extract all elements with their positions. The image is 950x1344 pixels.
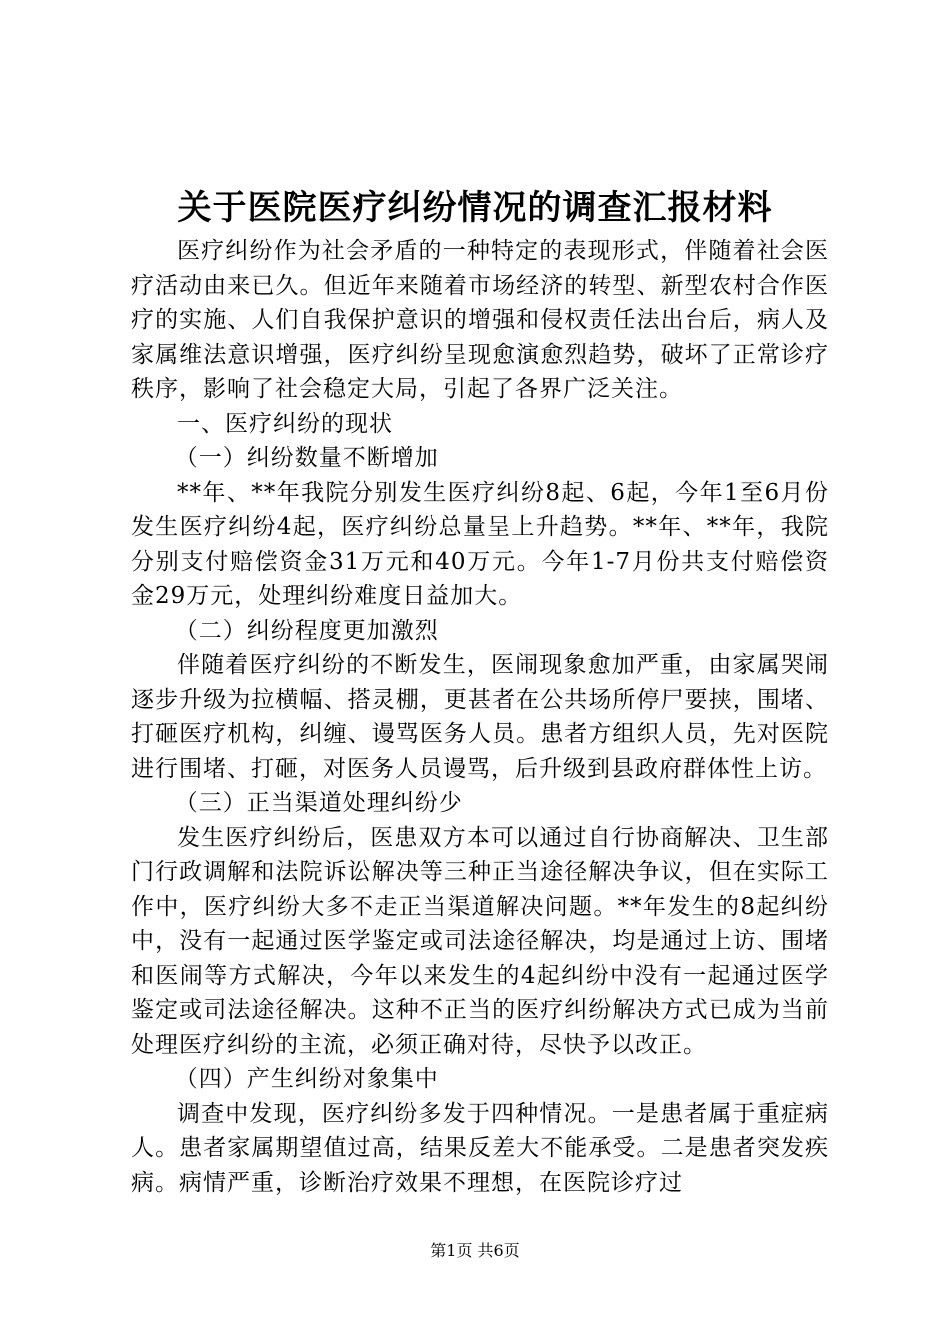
paragraph-dispute-targets: 调查中发现，医疗纠纷多发于四种情况。一是患者属于重症病人。患者家属期望值过高，结果反差大不能承受。二是患者突发疾病。病情严重，诊断治疗效果不理想，在医院诊疗过: [131, 1100, 829, 1196]
section-heading-current-status: 一、医疗纠纷的现状: [177, 410, 393, 437]
document-body: [131, 234, 829, 1200]
paragraph-proper-channels: 发生医疗纠纷后，医患双方本可以通过自行协商解决、卫生部门行政调解和法院诉讼解决等三种正当途径解决争议，但在实际工作中，医疗纠纷大多不走正当渠道解决问题。**年发生的8起纠纷中，没有一起通过医学鉴定或司法途径解决，均是通过上访、围堵和医闹等方式解决，今年以来发生的4起纠纷中没有一起通过医学鉴定或司法途径解决。这种不正当的医疗纠纷解决方式已成为当前处理医疗纠纷的主流，必须正确对待，尽快予以改正。: [131, 824, 829, 1058]
subsection-heading-1: （一）纠纷数量不断增加: [174, 445, 439, 471]
subsection-heading-4: （四）产生纠纷对象集中: [174, 1066, 439, 1092]
document-title: 关于医院医疗纠纷情况的调查汇报材料: [177, 188, 773, 228]
paragraph-intro: 医疗纠纷作为社会矛盾的一种特定的表现形式，伴随着社会医疗活动由来已久。但近年来随着市场经济的转型、新型农村合作医疗的实施、人们自我保护意识的增强和侵权责任法出台后，病人及家属维法意识增强，医疗纠纷呈现愈演愈烈趋势，破坏了正常诊疗秩序，影响了社会稳定大局，引起了各界广泛关注。: [131, 238, 829, 402]
subsection-heading-3: （三）正当渠道处理纠纷少: [174, 790, 463, 816]
subsection-heading-2: （二）纠纷程度更加激烈: [174, 617, 439, 644]
page-footer: 第1页 共6页: [430, 1241, 520, 1260]
paragraph-dispute-count: **年、**年我院分别发生医疗纠纷8起、6起，今年1至6月份发生医疗纠纷4起，医疗纠纷总量呈上升趋势。**年、**年，我院分别支付赔偿资金31万元和40万元。今年1-7月份共支付赔偿资金29万元，处理纠纷难度日益加大。: [131, 479, 829, 609]
paragraph-dispute-intensity: 伴随着医疗纠纷的不断发生，医闹现象愈加严重，由家属哭闹逐步升级为拉横幅、搭灵棚，更甚者在公共场所停尸要挟，围堵、打砸医疗机构，纠缠、谩骂医务人员。患者方组织人员，先对医院进行围堵、打砸，对医务人员谩骂，后升级到县政府群体性上访。: [131, 652, 829, 782]
